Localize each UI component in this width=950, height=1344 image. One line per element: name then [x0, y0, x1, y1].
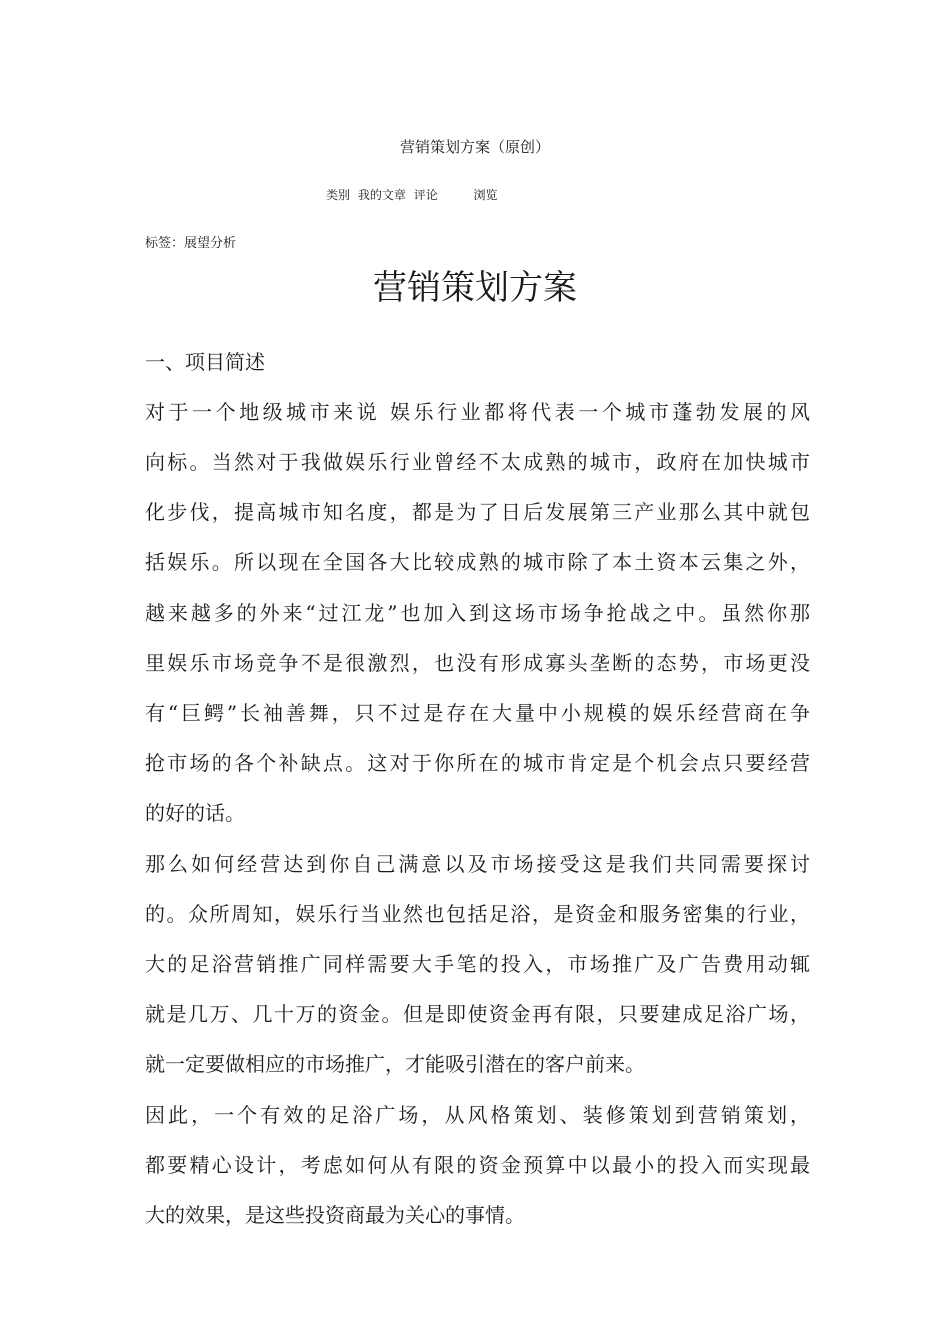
tags-line: 标签：展望分析	[145, 236, 237, 251]
body-line: 里娱乐市场竞争不是很激烈，也没有形成寡头垄断的态势，市场更没	[145, 651, 810, 675]
article-meta	[326, 186, 502, 203]
body-line: 的好的话。	[145, 801, 245, 825]
meta-comments[interactable]: 评论	[413, 188, 438, 202]
meta-my-articles[interactable]: 我的文章	[357, 188, 406, 202]
body-line: 括娱乐。所以现在全国各大比较成熟的城市除了本土资本云集之外，	[145, 550, 810, 574]
body-line: 向标。当然对于我做娱乐行业曾经不太成熟的城市，政府在加快城市	[145, 450, 810, 474]
body-line: 的。众所周知，娱乐行当业然也包括足浴，是资金和服务密集的行业，	[145, 902, 810, 926]
section-heading: 一、项目简述	[145, 350, 265, 374]
body-line: 那么如何经营达到你自己满意以及市场接受这是我们共同需要探讨	[145, 852, 810, 876]
body-line: 化步伐，提高城市知名度，都是为了日后发展第三产业那么其中就包	[145, 500, 810, 524]
body-line: 抢市场的各个补缺点。这对于你所在的城市肯定是个机会点只要经营	[145, 751, 810, 775]
main-title: 营销策划方案	[373, 268, 577, 308]
body-line: 有“巨鳄”长袖善舞，只不过是存在大量中小规模的娱乐经营商在争	[145, 701, 810, 725]
body-line: 越来越多的外来“过江龙”也加入到这场市场争抢战之中。虽然你那	[145, 601, 810, 625]
body-line: 大的足浴营销推广同样需要大手笔的投入，市场推广及广告费用动辄	[145, 952, 810, 976]
body-line: 大的效果，是这些投资商最为关心的事情。	[145, 1203, 525, 1227]
meta-views: 浏览	[473, 188, 498, 202]
document-header-title: 营销策划方案（原创）	[399, 138, 550, 156]
meta-category[interactable]: 类别	[326, 188, 351, 202]
body-line: 就是几万、几十万的资金。但是即使资金再有限，只要建成足浴广场，	[145, 1002, 810, 1026]
body-line: 因此，一个有效的足浴广场，从风格策划、装修策划到营销策划，	[145, 1103, 810, 1127]
body-line: 就一定要做相应的市场推广，才能吸引潜在的客户前来。	[145, 1052, 645, 1076]
body-line: 都要精心设计，考虑如何从有限的资金预算中以最小的投入而实现最	[145, 1153, 810, 1177]
body-line: 对于一个地级城市来说 娱乐行业都将代表一个城市蓬勃发展的风	[145, 400, 810, 424]
